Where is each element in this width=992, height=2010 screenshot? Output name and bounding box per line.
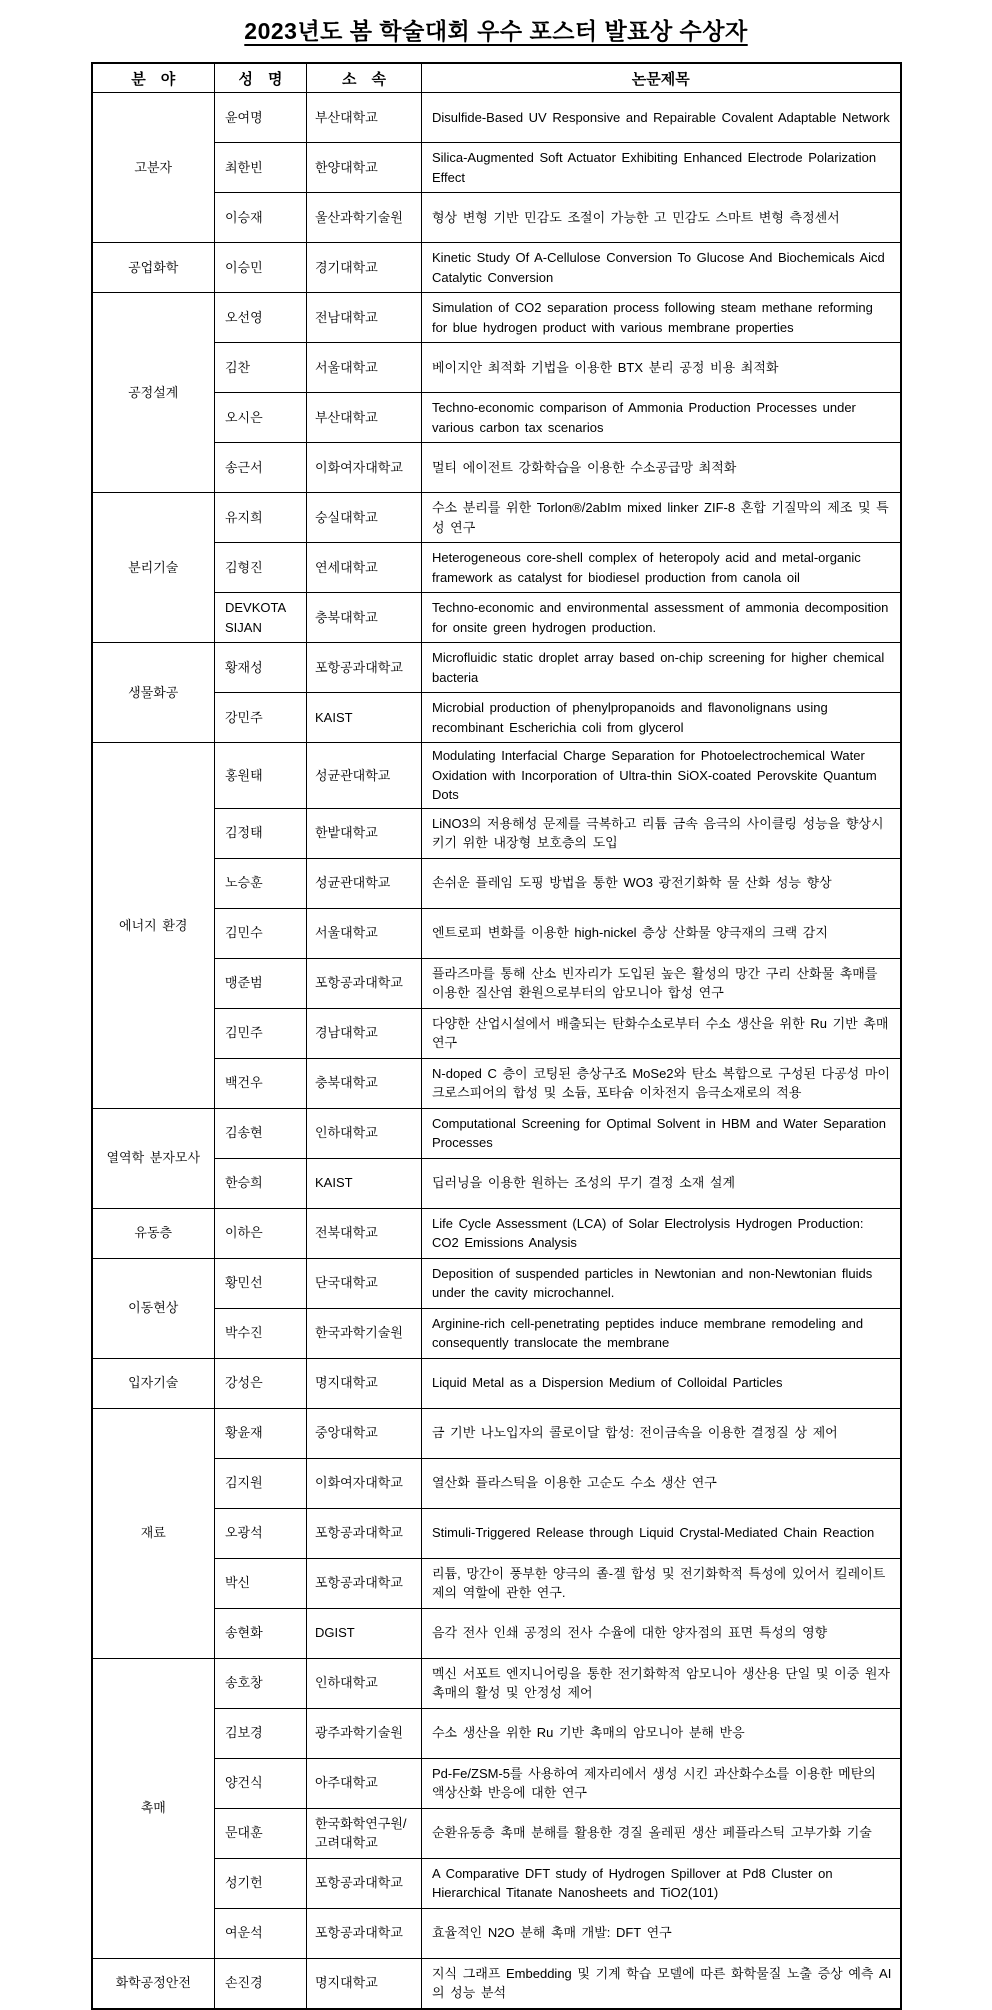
table-row xyxy=(92,1958,901,2009)
name-cell: 황윤재 xyxy=(215,1408,307,1458)
name-cell: 맹준범 xyxy=(215,958,307,1008)
header-row xyxy=(92,63,901,93)
name-cell: 홍원태 xyxy=(215,743,307,809)
paper-title-cell: 플라즈마를 통해 산소 빈자리가 도입된 높은 활성의 망간 구리 산화물 촉매를 이용한 질산염 환원으로부터의 암모니아 합성 연구 xyxy=(422,958,901,1008)
affiliation-cell: KAIST xyxy=(307,1158,422,1208)
affiliation-cell: 인하대학교 xyxy=(307,1108,422,1158)
affiliation-cell: 광주과학기술원 xyxy=(307,1708,422,1758)
name-cell: 송현화 xyxy=(215,1608,307,1658)
name-cell: 송호창 xyxy=(215,1658,307,1708)
affiliation-cell: 전남대학교 xyxy=(307,293,422,343)
affiliation-cell: 충북대학교 xyxy=(307,1058,422,1108)
name-cell: 한승희 xyxy=(215,1158,307,1208)
affiliation-cell: 포항공과대학교 xyxy=(307,1858,422,1908)
field-cell: 유동층 xyxy=(92,1208,215,1258)
paper-title-cell: Microbial production of phenylpropanoids and flavonolignans using recombinant Escherichia coli from glycerol xyxy=(422,693,901,743)
name-cell: 오광석 xyxy=(215,1508,307,1558)
paper-title-cell: Kinetic Study Of A-Cellulose Conversion To Glucose And Biochemicals Aicd Catalytic Conversion xyxy=(422,243,901,293)
awards-table xyxy=(91,62,902,2010)
name-cell: 손진경 xyxy=(215,1958,307,2009)
affiliation-cell: 한국과학기술원 xyxy=(307,1308,422,1358)
field-cell: 에너지 환경 xyxy=(92,743,215,1109)
paper-title-cell: 수소 분리를 위한 Torlon®/2abIm mixed linker ZIF-8 혼합 기질막의 제조 및 특성 연구 xyxy=(422,493,901,543)
field-cell: 촉매 xyxy=(92,1658,215,1958)
affiliation-cell: 포항공과대학교 xyxy=(307,643,422,693)
table-row xyxy=(92,1208,901,1258)
affiliation-cell: 이화여자대학교 xyxy=(307,1458,422,1508)
name-cell: 노승훈 xyxy=(215,858,307,908)
field-cell: 이동현상 xyxy=(92,1258,215,1358)
field-cell: 입자기술 xyxy=(92,1358,215,1408)
name-cell: 김찬 xyxy=(215,343,307,393)
paper-title-cell: 손쉬운 플레임 도핑 방법을 통한 WO3 광전기화학 물 산화 성능 향상 xyxy=(422,858,901,908)
table-row xyxy=(92,243,901,293)
paper-title-cell: Heterogeneous core-shell complex of heteropoly acid and metal-organic framework as catalyst for biodiesel production from canola oil xyxy=(422,543,901,593)
name-cell: 이하은 xyxy=(215,1208,307,1258)
field-cell: 화학공정안전 xyxy=(92,1958,215,2009)
header-affiliation: 소 속 xyxy=(307,63,422,93)
affiliation-cell: 포항공과대학교 xyxy=(307,1508,422,1558)
name-cell: 최한빈 xyxy=(215,143,307,193)
table-body xyxy=(92,93,901,2009)
paper-title-cell: 리튬, 망간이 풍부한 양극의 졸-겔 합성 및 전기화학적 특성에 있어서 킬레이트제의 역할에 관한 연구. xyxy=(422,1558,901,1608)
affiliation-cell: 서울대학교 xyxy=(307,908,422,958)
affiliation-cell: 성균관대학교 xyxy=(307,743,422,809)
affiliation-cell: 전북대학교 xyxy=(307,1208,422,1258)
name-cell: 윤여명 xyxy=(215,93,307,143)
paper-title-cell: 수소 생산을 위한 Ru 기반 촉매의 암모니아 분해 반응 xyxy=(422,1708,901,1758)
affiliation-cell: 경남대학교 xyxy=(307,1008,422,1058)
paper-title-cell: Arginine-rich cell-penetrating peptides induce membrane remodeling and consequently translocate the membrane xyxy=(422,1308,901,1358)
paper-title-cell: Disulfide-Based UV Responsive and Repairable Covalent Adaptable Network xyxy=(422,93,901,143)
name-cell: 오선영 xyxy=(215,293,307,343)
paper-title-cell: 효율적인 N2O 분해 촉매 개발: DFT 연구 xyxy=(422,1908,901,1958)
affiliation-cell: DGIST xyxy=(307,1608,422,1658)
paper-title-cell: LiNO3의 저용해성 문제를 극복하고 리튬 금속 음극의 사이클링 성능을 향상시키기 위한 내장형 보호층의 도입 xyxy=(422,808,901,858)
name-cell: 박수진 xyxy=(215,1308,307,1358)
paper-title-cell: 베이지안 최적화 기법을 이용한 BTX 분리 공정 비용 최적화 xyxy=(422,343,901,393)
field-cell: 생물화공 xyxy=(92,643,215,743)
name-cell: 이승민 xyxy=(215,243,307,293)
affiliation-cell: 포항공과대학교 xyxy=(307,1558,422,1608)
affiliation-cell: 아주대학교 xyxy=(307,1758,422,1808)
table-row xyxy=(92,1408,901,1458)
affiliation-cell: 단국대학교 xyxy=(307,1258,422,1308)
affiliation-cell: 포항공과대학교 xyxy=(307,1908,422,1958)
paper-title-cell: Silica-Augmented Soft Actuator Exhibiting Enhanced Electrode Polarization Effect xyxy=(422,143,901,193)
table-row xyxy=(92,643,901,693)
table-row xyxy=(92,93,901,143)
affiliation-cell: 한국화학연구원/고려대학교 xyxy=(307,1808,422,1858)
paper-title-cell: 열산화 플라스틱을 이용한 고순도 수소 생산 연구 xyxy=(422,1458,901,1508)
field-cell: 공업화학 xyxy=(92,243,215,293)
affiliation-cell: 한밭대학교 xyxy=(307,808,422,858)
name-cell: DEVKOTA SIJAN xyxy=(215,593,307,643)
header-name: 성 명 xyxy=(215,63,307,93)
name-cell: 여운석 xyxy=(215,1908,307,1958)
name-cell: 문대훈 xyxy=(215,1808,307,1858)
name-cell: 황재성 xyxy=(215,643,307,693)
paper-title-cell: 형상 변형 기반 민감도 조절이 가능한 고 민감도 스마트 변형 측정센서 xyxy=(422,193,901,243)
paper-title-cell: 음각 전사 인쇄 공정의 전사 수율에 대한 양자점의 표면 특성의 영향 xyxy=(422,1608,901,1658)
name-cell: 유지희 xyxy=(215,493,307,543)
paper-title-cell: Life Cycle Assessment (LCA) of Solar Electrolysis Hydrogen Production: CO2 Emissions Analysis xyxy=(422,1208,901,1258)
paper-title-cell: 순환유동층 촉매 분해를 활용한 경질 올레핀 생산 페플라스틱 고부가화 기술 xyxy=(422,1808,901,1858)
header-field: 분 야 xyxy=(92,63,215,93)
affiliation-cell: KAIST xyxy=(307,693,422,743)
table-row xyxy=(92,743,901,809)
name-cell: 김보경 xyxy=(215,1708,307,1758)
table-row xyxy=(92,293,901,343)
name-cell: 김송현 xyxy=(215,1108,307,1158)
name-cell: 김형진 xyxy=(215,543,307,593)
name-cell: 강민주 xyxy=(215,693,307,743)
paper-title-cell: Simulation of CO2 separation process following steam methane reforming for blue hydrogen product with various membrane properties xyxy=(422,293,901,343)
affiliation-cell: 연세대학교 xyxy=(307,543,422,593)
affiliation-cell: 부산대학교 xyxy=(307,93,422,143)
table-row xyxy=(92,1358,901,1408)
affiliation-cell: 성균관대학교 xyxy=(307,858,422,908)
paper-title-cell: 엔트로피 변화를 이용한 high-nickel 층상 산화물 양극재의 크랙 감지 xyxy=(422,908,901,958)
field-cell: 분리기술 xyxy=(92,493,215,643)
paper-title-cell: 다양한 산업시설에서 배출되는 탄화수소로부터 수소 생산을 위한 Ru 기반 촉매 연구 xyxy=(422,1008,901,1058)
name-cell: 황민선 xyxy=(215,1258,307,1308)
field-cell: 고분자 xyxy=(92,93,215,243)
name-cell: 김민수 xyxy=(215,908,307,958)
affiliation-cell: 충북대학교 xyxy=(307,593,422,643)
affiliation-cell: 울산과학기술원 xyxy=(307,193,422,243)
affiliation-cell: 한양대학교 xyxy=(307,143,422,193)
name-cell: 양건식 xyxy=(215,1758,307,1808)
paper-title-cell: 멀티 에이전트 강화학습을 이용한 수소공급망 최적화 xyxy=(422,443,901,493)
name-cell: 오시은 xyxy=(215,393,307,443)
name-cell: 이승재 xyxy=(215,193,307,243)
paper-title-cell: A Comparative DFT study of Hydrogen Spillover at Pd8 Cluster on Hierarchical Titanate Nanosheets and TiO2(101) xyxy=(422,1858,901,1908)
paper-title-cell: Stimuli-Triggered Release through Liquid Crystal-Mediated Chain Reaction xyxy=(422,1508,901,1558)
paper-title-cell: Microfluidic static droplet array based on-chip screening for higher chemical bacteria xyxy=(422,643,901,693)
paper-title-cell: 금 기반 나노입자의 콜로이달 합성: 전이금속을 이용한 결정질 상 제어 xyxy=(422,1408,901,1458)
name-cell: 김지원 xyxy=(215,1458,307,1508)
page-title: 2023년도 봄 학술대회 우수 포스터 발표상 수상자 xyxy=(244,18,748,44)
affiliation-cell: 명지대학교 xyxy=(307,1358,422,1408)
name-cell: 김민주 xyxy=(215,1008,307,1058)
affiliation-cell: 포항공과대학교 xyxy=(307,958,422,1008)
affiliation-cell: 명지대학교 xyxy=(307,1958,422,2009)
paper-title-cell: Liquid Metal as a Dispersion Medium of Colloidal Particles xyxy=(422,1358,901,1408)
paper-title-cell: Computational Screening for Optimal Solvent in HBM and Water Separation Processes xyxy=(422,1108,901,1158)
paper-title-cell: 멕신 서포트 엔지니어링을 통한 전기화학적 암모니아 생산용 단일 및 이중 원자 촉매의 활성 및 안정성 제어 xyxy=(422,1658,901,1708)
name-cell: 박신 xyxy=(215,1558,307,1608)
table-row xyxy=(92,1108,901,1158)
field-cell: 열역학 분자모사 xyxy=(92,1108,215,1208)
affiliation-cell: 부산대학교 xyxy=(307,393,422,443)
name-cell: 김정태 xyxy=(215,808,307,858)
paper-title-cell: Modulating Interfacial Charge Separation for Photoelectrochemical Water Oxidation with Incorporation of Ultra-thin SiOX-coated Perovskite Quantum Dots xyxy=(422,743,901,809)
affiliation-cell: 서울대학교 xyxy=(307,343,422,393)
table-row xyxy=(92,1658,901,1708)
table-row xyxy=(92,493,901,543)
paper-title-cell: 지식 그래프 Embedding 및 기계 학습 모델에 따른 화학물질 노출 증상 예측 AI의 성능 분석 xyxy=(422,1958,901,2009)
paper-title-cell: N-doped C 층이 코팅된 층상구조 MoSe2와 탄소 복합으로 구성된 다공성 마이크로스피어의 합성 및 소듐, 포타슘 이차전지 음극소재로의 적용 xyxy=(422,1058,901,1108)
field-cell: 재료 xyxy=(92,1408,215,1658)
affiliation-cell: 숭실대학교 xyxy=(307,493,422,543)
table-header xyxy=(92,63,901,93)
affiliation-cell: 경기대학교 xyxy=(307,243,422,293)
paper-title-cell: 딥러닝을 이용한 원하는 조성의 무기 결정 소재 설계 xyxy=(422,1158,901,1208)
name-cell: 성기헌 xyxy=(215,1858,307,1908)
affiliation-cell: 이화여자대학교 xyxy=(307,443,422,493)
table-row xyxy=(92,1258,901,1308)
affiliation-cell: 인하대학교 xyxy=(307,1658,422,1708)
name-cell: 백건우 xyxy=(215,1058,307,1108)
paper-title-cell: Techno-economic and environmental assessment of ammonia decomposition for onsite green hydrogen production. xyxy=(422,593,901,643)
affiliation-cell: 중앙대학교 xyxy=(307,1408,422,1458)
paper-title-cell: Deposition of suspended particles in Newtonian and non-Newtonian fluids under the cavity microchannel. xyxy=(422,1258,901,1308)
header-paper-title: 논문제목 xyxy=(422,63,901,93)
field-cell: 공정설계 xyxy=(92,293,215,493)
name-cell: 송근서 xyxy=(215,443,307,493)
name-cell: 강성은 xyxy=(215,1358,307,1408)
paper-title-cell: Techno-economic comparison of Ammonia Production Processes under various carbon tax scenarios xyxy=(422,393,901,443)
paper-title-cell: Pd-Fe/ZSM-5를 사용하여 제자리에서 생성 시킨 과산화수소를 이용한 메탄의 액상산화 반응에 대한 연구 xyxy=(422,1758,901,1808)
